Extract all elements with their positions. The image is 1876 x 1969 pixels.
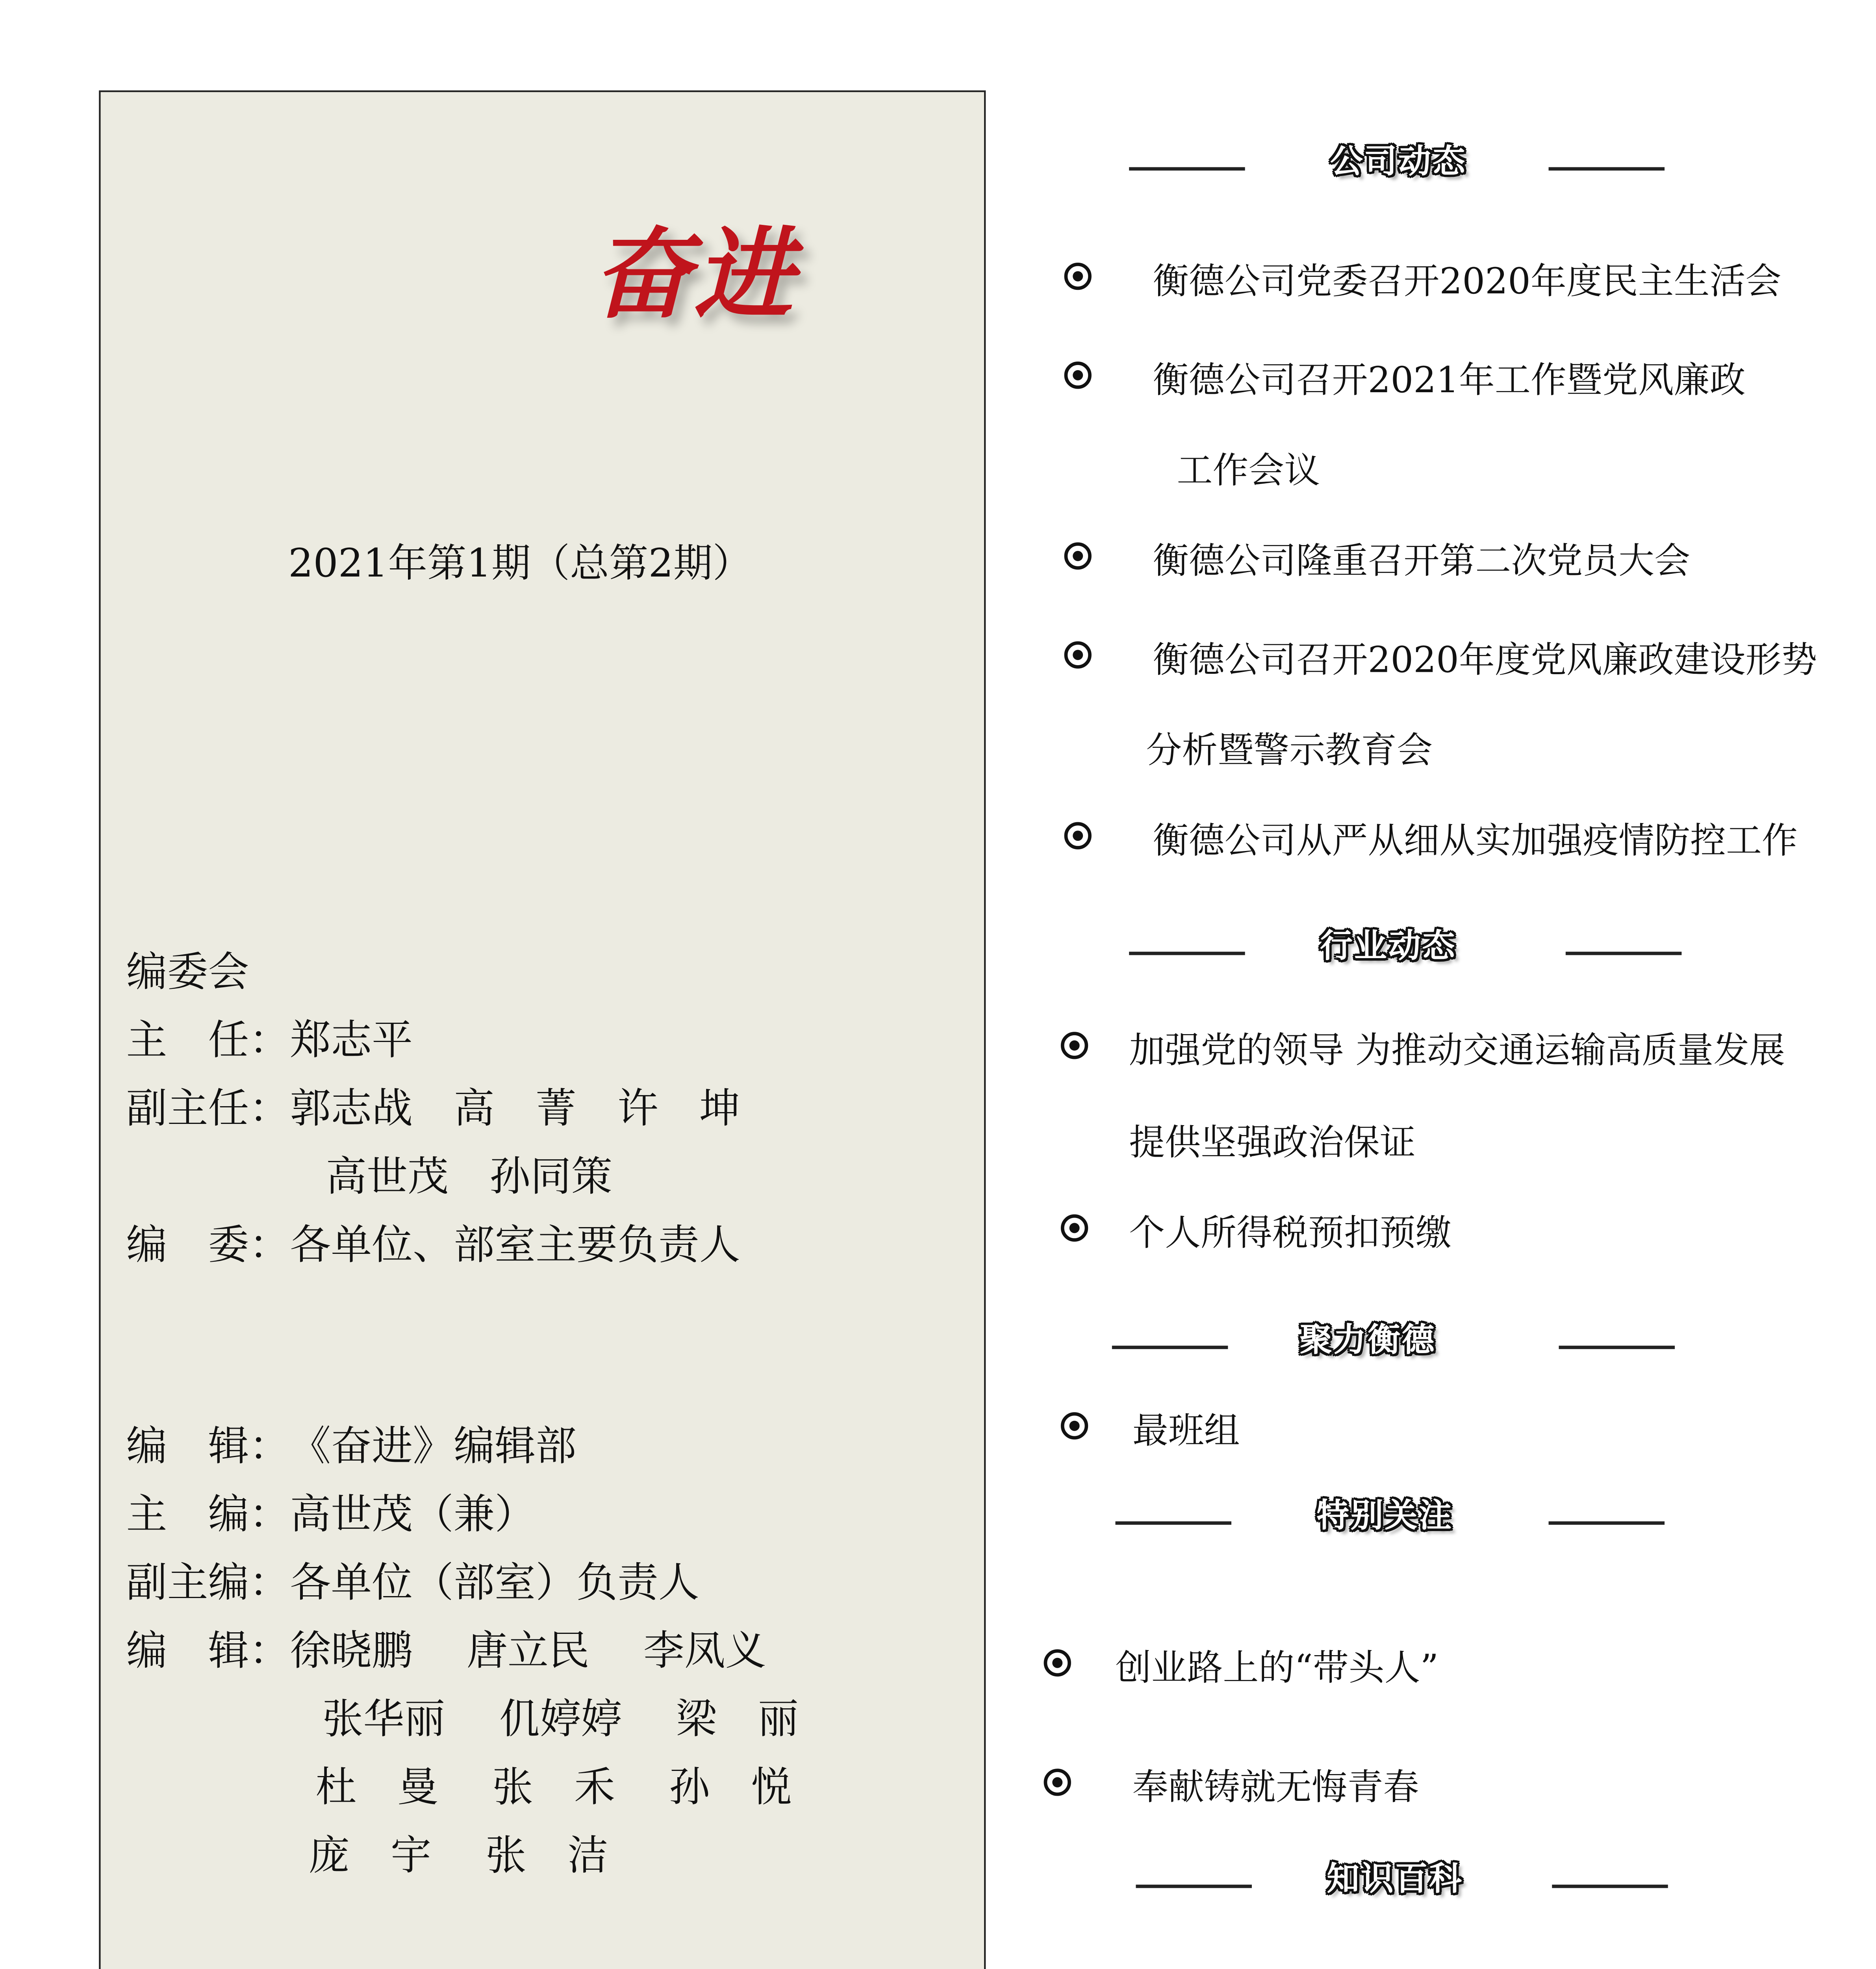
issue-number: 2021年第1期（总第2期） (288, 542, 752, 587)
divider (1566, 952, 1682, 955)
toc-item[interactable]: 衡德公司召开2020年度党风廉政建设形势 (1153, 640, 1817, 681)
toc-item[interactable]: 衡德公司隆重召开第二次党员大会 (1153, 540, 1691, 582)
director-row (126, 1006, 413, 1066)
director-name: 郑志平 (290, 1016, 413, 1064)
toc-item[interactable]: 加强党的领导 为推动交通运输高质量发展 (1129, 1030, 1785, 1071)
bullet-icon (1064, 822, 1092, 849)
toc-item[interactable]: 衡德公司党委召开2020年度民主生活会 (1153, 261, 1781, 302)
section-header-special-focus (1115, 1491, 1678, 1542)
editors-names: 徐晓鹏 唐立民 李凤义 (290, 1627, 766, 1675)
divider (1129, 167, 1245, 171)
editors-names-2: 张华丽 仉婷婷 梁 丽 (322, 1695, 799, 1743)
divider (1549, 1521, 1665, 1525)
bullet-icon (1064, 542, 1092, 569)
divider (1115, 1521, 1231, 1525)
divider (1112, 1346, 1228, 1349)
toc-item[interactable]: 衡德公司从严从细从实加强疫情防控工作 (1153, 820, 1798, 862)
section-title: 公司动态 (1330, 143, 1467, 181)
chief-editor-row (126, 1480, 535, 1540)
deputy-directors-label: 副主任： (126, 1085, 290, 1133)
bullet-icon (1064, 362, 1092, 389)
divider (1552, 1885, 1668, 1888)
deputy-editor-label: 副主编： (126, 1559, 290, 1607)
toc-item[interactable]: 最班组 (1132, 1410, 1240, 1452)
chief-editor-label: 主 编： (126, 1491, 290, 1539)
chief-editor: 高世茂（兼） (290, 1491, 536, 1539)
section-header-company-news (1129, 136, 1675, 187)
deputy-directors-names-2: 高世茂 孙同策 (326, 1153, 612, 1201)
committee-members: 各单位、部室主要负责人 (290, 1221, 740, 1269)
editing-row (126, 1412, 576, 1472)
deputy-editor-row (126, 1549, 699, 1609)
section-header-industry-news (1129, 921, 1692, 972)
toc-item[interactable]: 衡德公司召开2021年工作暨党风廉政 (1153, 360, 1746, 401)
committee-members-label: 编 委： (126, 1221, 290, 1269)
bullet-icon (1064, 641, 1092, 668)
toc-item[interactable]: 个人所得税预扣预缴 (1129, 1213, 1451, 1254)
toc-item-continuation[interactable]: 分析暨警示教育会 (1146, 730, 1433, 771)
divider (1559, 1346, 1675, 1349)
committee-members-row (126, 1211, 740, 1271)
masthead-panel (99, 91, 986, 1969)
section-title: 知识百科 (1327, 1861, 1464, 1899)
editors-names-4: 庞 宇 张 洁 (308, 1832, 608, 1880)
bullet-icon (1061, 1412, 1088, 1439)
toc-item[interactable]: 奉献铸就无悔青春 (1132, 1767, 1419, 1808)
section-title: 特别关注 (1316, 1497, 1453, 1535)
toc-item[interactable] (1115, 1967, 1402, 1969)
section-header-encyclopedia (1136, 1854, 1698, 1905)
bullet-icon (1064, 263, 1092, 290)
editors-names-3: 杜 曼 张 禾 孙 悦 (315, 1763, 792, 1811)
deputy-directors-row (126, 1075, 740, 1135)
section-title: 聚力衡德 (1299, 1322, 1436, 1359)
toc-item[interactable]: 创业路上的“带头人” (1115, 1647, 1439, 1689)
toc-item-continuation[interactable]: 提供坚强政治保证 (1129, 1122, 1416, 1163)
masthead-title: 奋进 (591, 220, 797, 331)
bullet-icon (1044, 1769, 1071, 1796)
bullet-icon (1061, 1214, 1088, 1242)
editing-label: 编 辑： (126, 1422, 290, 1470)
bullet-icon (1044, 1649, 1071, 1676)
divider (1549, 167, 1665, 171)
editors-row (126, 1617, 766, 1677)
section-title: 行业动态 (1320, 928, 1457, 966)
toc-item-continuation[interactable]: 工作会议 (1177, 450, 1320, 491)
divider (1136, 1885, 1252, 1888)
section-header-strive-hengde (1112, 1315, 1675, 1366)
deputy-editor: 各单位（部室）负责人 (290, 1559, 699, 1607)
bullet-icon (1061, 1032, 1088, 1059)
editing-dept: 《奋进》编辑部 (290, 1422, 577, 1470)
director-label: 主 任： (126, 1016, 290, 1064)
editors-label: 编 辑： (126, 1627, 290, 1675)
divider (1129, 952, 1245, 955)
committee-title: 编委会 (126, 948, 249, 996)
deputy-directors-names: 郭志战 高 菁 许 坤 (290, 1085, 740, 1133)
